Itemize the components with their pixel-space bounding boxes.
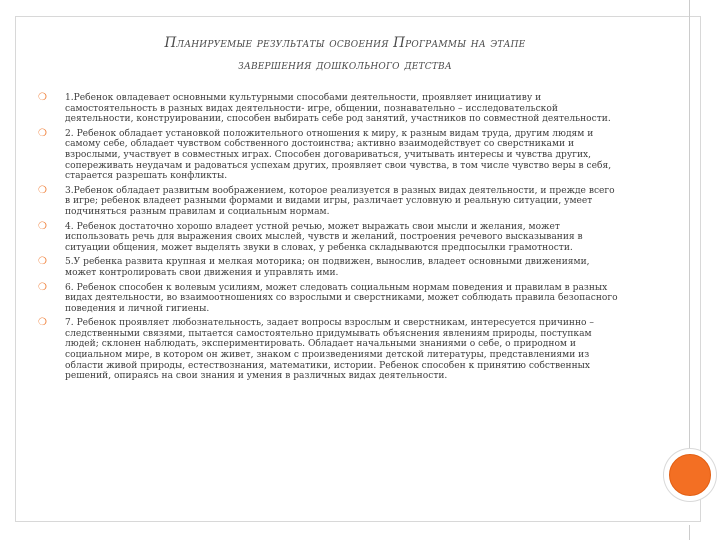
vertical-rule-bottom (689, 525, 690, 540)
list-item-text: 1.Ребенок овладевает основными культурными способами деятельности, проявляет инициативу и самостоятельность в разных видах деятельности- игре, общении, познавательно – исследовательской деятельности, конструировании, способен выбирать себе род занятий, участников по совместной деятельности. (65, 93, 611, 125)
orange-circle-decoration (669, 454, 711, 496)
list-item (38, 129, 618, 182)
list-item-text: 5.У ребенка развита крупная и мелкая моторика; он подвижен, вынослив, владеет основными движениями, может контролировать свои движения и управлять ими. (65, 257, 590, 278)
slide-title (60, 32, 630, 76)
outcomes-list (38, 93, 618, 386)
slide-title-line-1: Планируемые результаты освоения Программы на этапе (164, 35, 526, 51)
slide-title-line-2: завершения дошкольного детства (238, 57, 452, 73)
list-item (38, 93, 618, 125)
bullet-icon: ❍ (38, 256, 47, 268)
bullet-icon: ❍ (38, 220, 47, 232)
list-item-text: 2. Ребенок обладает установкой положительного отношения к миру, к разным видам труда, другим людям и самому себе, обладает чувством собственного достоинства; активно взаимодействует со сверстниками и взрослыми, участвует в совместных играх. Способен договариваться, учитывать интересы и чувства других, сопереживать неудачам и радоваться успехам других, проявляет свои чувства, в том числе чувство веры в себя, старается разрешать конфликты. (65, 128, 612, 182)
list-item (38, 186, 618, 218)
list-item (38, 318, 618, 382)
list-item (38, 222, 618, 254)
bullet-icon: ❍ (38, 281, 47, 293)
list-item-text: 4. Ребенок достаточно хорошо владеет устной речью, может выражать свои мысли и желания, может использовать речь для выражения своих мыслей, чувств и желаний, построения речевого высказывания в ситуации общения, может выделять звуки в словах, у ребенка складываются предпосылки грамотности. (65, 221, 583, 253)
list-item-text: 6. Ребенок способен к волевым усилиям, может следовать социальным нормам поведения и правилам в разных видах деятельности, во взаимоотношениях со взрослыми и сверстниками, может соблюдать правила безопасного поведения и личной гигиены. (65, 282, 618, 314)
bullet-icon: ❍ (38, 184, 47, 196)
list-item (38, 283, 618, 315)
list-item (38, 257, 618, 278)
vertical-rule-top (689, 0, 690, 455)
bullet-icon: ❍ (38, 92, 47, 103)
bullet-icon: ❍ (38, 317, 47, 329)
list-item-text: 3.Ребенок обладает развитым воображением, которое реализуется в разных видах деятельности, и прежде всего в игре; ребенок владеет разными формами и видами игры, различает условную и реальную ситуации, умеет подчиняться разным правилам и социальным нормам. (65, 185, 615, 217)
list-item-text: 7. Ребенок проявляет любознательность, задает вопросы взрослым и сверстникам, интересуется причинно – следственными связями, пытается самостоятельно придумывать объяснения явлениям природы, поступкам людей; склонен наблюдать, экспериментировать. Обладает начальными знаниями о себе, о природном и социальном мире, в котором он живет, знаком с произведениями детской литературы, представлениями из области живой природы, естествознания, математики, истории. Ребенок способен к принятию собственных решений, опираясь на свои знания и умения в различных видах деятельности. (65, 318, 594, 382)
bullet-icon: ❍ (38, 127, 47, 139)
